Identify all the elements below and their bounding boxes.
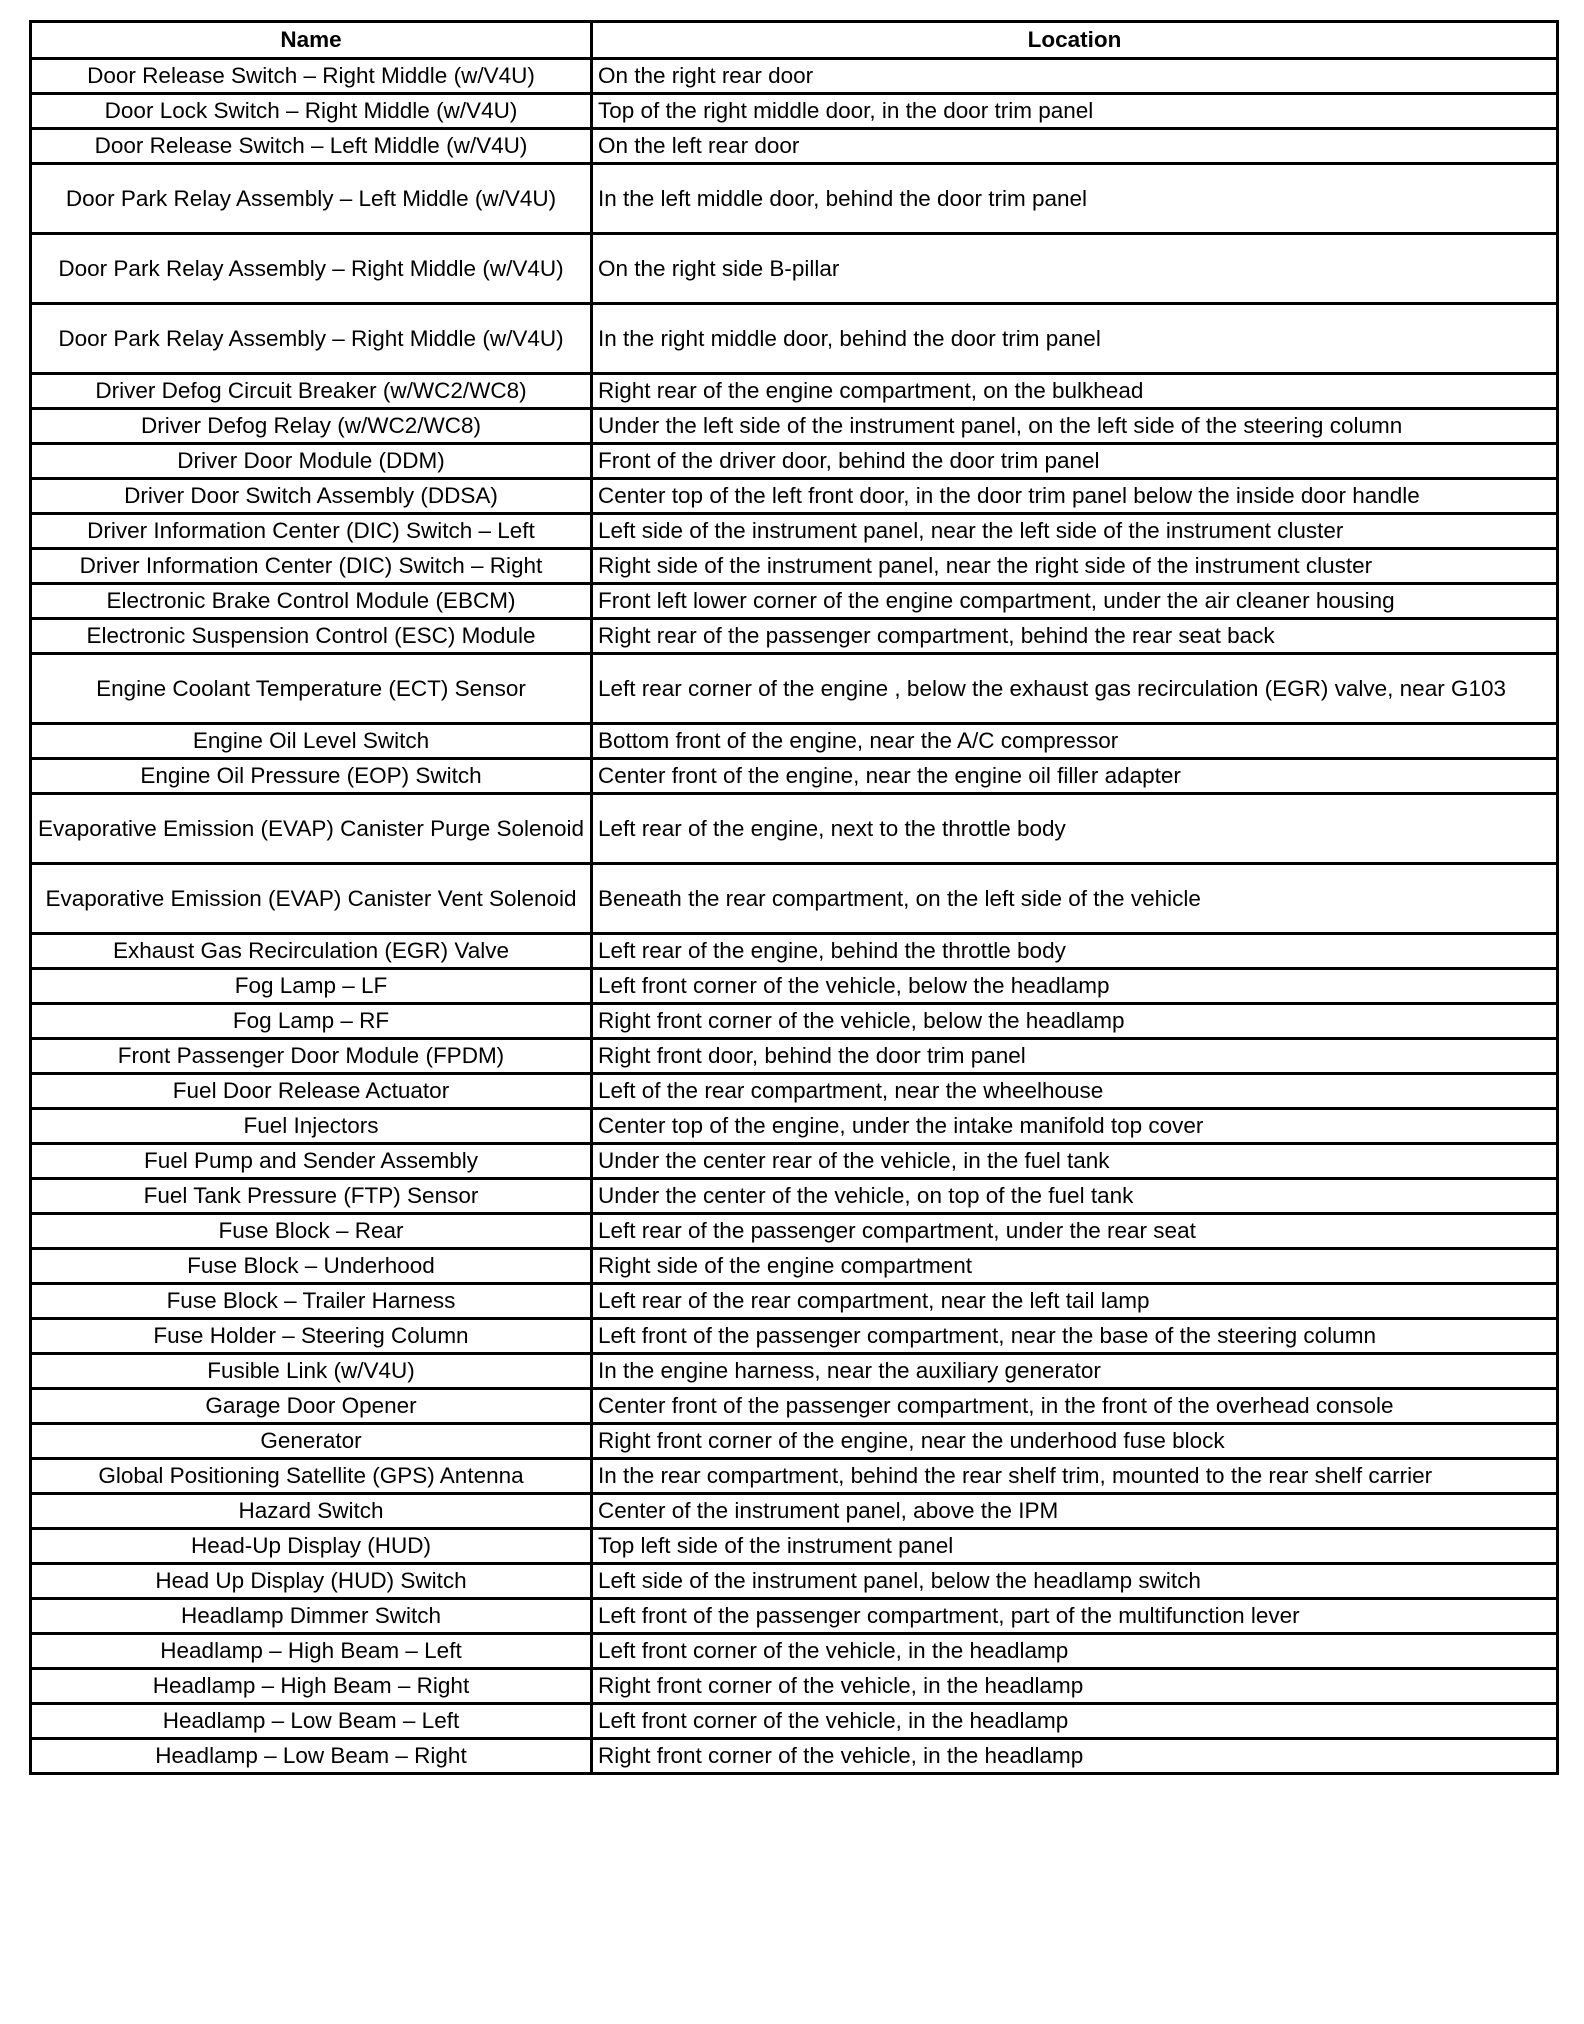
component-name-cell: Fuse Block – Trailer Harness — [31, 1284, 592, 1319]
table-row — [31, 1389, 1558, 1424]
component-name-cell: Fuel Tank Pressure (FTP) Sensor — [31, 1179, 592, 1214]
table-row — [31, 1004, 1558, 1039]
table-row — [31, 1039, 1558, 1074]
component-name-cell: Fuse Block – Underhood — [31, 1249, 592, 1284]
component-name-cell: Garage Door Opener — [31, 1389, 592, 1424]
table-row — [31, 304, 1558, 374]
table-row — [31, 1739, 1558, 1774]
component-location-cell: Left of the rear compartment, near the wheelhouse — [592, 1074, 1558, 1109]
table-row — [31, 1354, 1558, 1389]
component-location-cell: Center of the instrument panel, above the IPM — [592, 1494, 1558, 1529]
component-name-cell: Headlamp – High Beam – Left — [31, 1634, 592, 1669]
component-location-cell: Left front corner of the vehicle, below the headlamp — [592, 969, 1558, 1004]
component-location-cell: Front left lower corner of the engine compartment, under the air cleaner housing — [592, 584, 1558, 619]
component-name-cell: Headlamp – Low Beam – Left — [31, 1704, 592, 1739]
component-location-cell: Under the left side of the instrument panel, on the left side of the steering column — [592, 409, 1558, 444]
table-row — [31, 94, 1558, 129]
component-location-cell: Right front corner of the engine, near the underhood fuse block — [592, 1424, 1558, 1459]
component-name-cell: Fusible Link (w/V4U) — [31, 1354, 592, 1389]
column-header-name: Name — [31, 22, 592, 59]
component-location-cell: Left front of the passenger compartment, near the base of the steering column — [592, 1319, 1558, 1354]
component-name-cell: Door Park Relay Assembly – Left Middle (w/V4U) — [31, 164, 592, 234]
table-row — [31, 584, 1558, 619]
table-row — [31, 969, 1558, 1004]
component-location-cell: Right side of the instrument panel, near the right side of the instrument cluster — [592, 549, 1558, 584]
component-location-sheet — [29, 20, 1556, 1775]
table-row — [31, 1109, 1558, 1144]
component-location-cell: Left side of the instrument panel, below the headlamp switch — [592, 1564, 1558, 1599]
component-location-cell: In the left middle door, behind the door trim panel — [592, 164, 1558, 234]
component-location-cell: Under the center of the vehicle, on top of the fuel tank — [592, 1179, 1558, 1214]
component-name-cell: Driver Door Switch Assembly (DDSA) — [31, 479, 592, 514]
component-name-cell: Driver Defog Circuit Breaker (w/WC2/WC8) — [31, 374, 592, 409]
table-row — [31, 724, 1558, 759]
component-location-cell: Center top of the engine, under the intake manifold top cover — [592, 1109, 1558, 1144]
table-row — [31, 479, 1558, 514]
component-location-cell: Top left side of the instrument panel — [592, 1529, 1558, 1564]
component-location-cell: Right front corner of the vehicle, in the headlamp — [592, 1669, 1558, 1704]
component-location-cell: Right front door, behind the door trim panel — [592, 1039, 1558, 1074]
component-name-cell: Global Positioning Satellite (GPS) Antenna — [31, 1459, 592, 1494]
table-row — [31, 1424, 1558, 1459]
component-name-cell: Headlamp Dimmer Switch — [31, 1599, 592, 1634]
component-location-cell: In the engine harness, near the auxiliary generator — [592, 1354, 1558, 1389]
component-location-cell: Left rear corner of the engine , below the exhaust gas recirculation (EGR) valve, near G103 — [592, 654, 1558, 724]
component-name-cell: Generator — [31, 1424, 592, 1459]
table-row — [31, 164, 1558, 234]
component-location-cell: Left side of the instrument panel, near the left side of the instrument cluster — [592, 514, 1558, 549]
component-location-cell: Left front corner of the vehicle, in the headlamp — [592, 1704, 1558, 1739]
table-row — [31, 59, 1558, 94]
table-row — [31, 1634, 1558, 1669]
component-name-cell: Fog Lamp – LF — [31, 969, 592, 1004]
component-name-cell: Electronic Brake Control Module (EBCM) — [31, 584, 592, 619]
component-name-cell: Hazard Switch — [31, 1494, 592, 1529]
component-name-cell: Fuel Door Release Actuator — [31, 1074, 592, 1109]
component-location-cell: Center front of the engine, near the engine oil filler adapter — [592, 759, 1558, 794]
component-location-cell: Right front corner of the vehicle, below the headlamp — [592, 1004, 1558, 1039]
component-location-cell: On the right side B-pillar — [592, 234, 1558, 304]
component-location-cell: Under the center rear of the vehicle, in the fuel tank — [592, 1144, 1558, 1179]
table-row — [31, 654, 1558, 724]
component-name-cell: Headlamp – High Beam – Right — [31, 1669, 592, 1704]
component-location-cell: Center top of the left front door, in the door trim panel below the inside door handle — [592, 479, 1558, 514]
table-header-row — [31, 22, 1558, 59]
component-name-cell: Door Lock Switch – Right Middle (w/V4U) — [31, 94, 592, 129]
table-row — [31, 129, 1558, 164]
component-location-cell: Right rear of the engine compartment, on the bulkhead — [592, 374, 1558, 409]
component-location-cell: Front of the driver door, behind the door trim panel — [592, 444, 1558, 479]
table-row — [31, 514, 1558, 549]
component-name-cell: Door Release Switch – Left Middle (w/V4U) — [31, 129, 592, 164]
table-row — [31, 619, 1558, 654]
component-name-cell: Driver Information Center (DIC) Switch – Left — [31, 514, 592, 549]
component-name-cell: Driver Information Center (DIC) Switch – Right — [31, 549, 592, 584]
component-location-cell: Left rear of the engine, behind the throttle body — [592, 934, 1558, 969]
component-location-cell: On the right rear door — [592, 59, 1558, 94]
table-row — [31, 794, 1558, 864]
component-name-cell: Fog Lamp – RF — [31, 1004, 592, 1039]
table-row — [31, 234, 1558, 304]
table-row — [31, 759, 1558, 794]
component-location-cell: Left front corner of the vehicle, in the headlamp — [592, 1634, 1558, 1669]
component-location-cell: Left front of the passenger compartment, part of the multifunction lever — [592, 1599, 1558, 1634]
component-name-cell: Engine Oil Pressure (EOP) Switch — [31, 759, 592, 794]
table-row — [31, 1284, 1558, 1319]
component-location-cell: Left rear of the engine, next to the throttle body — [592, 794, 1558, 864]
component-name-cell: Driver Defog Relay (w/WC2/WC8) — [31, 409, 592, 444]
component-name-cell: Electronic Suspension Control (ESC) Module — [31, 619, 592, 654]
component-location-cell: Left rear of the rear compartment, near the left tail lamp — [592, 1284, 1558, 1319]
component-name-cell: Head Up Display (HUD) Switch — [31, 1564, 592, 1599]
component-name-cell: Head-Up Display (HUD) — [31, 1529, 592, 1564]
table-row — [31, 1669, 1558, 1704]
table-row — [31, 1179, 1558, 1214]
table-row — [31, 1529, 1558, 1564]
component-location-cell: Beneath the rear compartment, on the left side of the vehicle — [592, 864, 1558, 934]
component-location-table — [29, 20, 1559, 1775]
component-name-cell: Door Park Relay Assembly – Right Middle (w/V4U) — [31, 234, 592, 304]
component-name-cell: Fuse Holder – Steering Column — [31, 1319, 592, 1354]
table-row — [31, 1214, 1558, 1249]
component-name-cell: Exhaust Gas Recirculation (EGR) Valve — [31, 934, 592, 969]
component-name-cell: Door Park Relay Assembly – Right Middle (w/V4U) — [31, 304, 592, 374]
table-row — [31, 1074, 1558, 1109]
component-location-cell: In the right middle door, behind the door trim panel — [592, 304, 1558, 374]
component-location-cell: Right front corner of the vehicle, in the headlamp — [592, 1739, 1558, 1774]
component-location-cell: Left rear of the passenger compartment, under the rear seat — [592, 1214, 1558, 1249]
component-location-cell: On the left rear door — [592, 129, 1558, 164]
component-name-cell: Engine Coolant Temperature (ECT) Sensor — [31, 654, 592, 724]
table-row — [31, 1704, 1558, 1739]
table-row — [31, 1494, 1558, 1529]
table-row — [31, 1459, 1558, 1494]
table-body — [31, 59, 1558, 1774]
component-location-cell: Top of the right middle door, in the door trim panel — [592, 94, 1558, 129]
table-row — [31, 444, 1558, 479]
component-name-cell: Driver Door Module (DDM) — [31, 444, 592, 479]
component-name-cell: Door Release Switch – Right Middle (w/V4U) — [31, 59, 592, 94]
component-name-cell: Evaporative Emission (EVAP) Canister Purge Solenoid — [31, 794, 592, 864]
table-row — [31, 934, 1558, 969]
column-header-location: Location — [592, 22, 1558, 59]
component-name-cell: Engine Oil Level Switch — [31, 724, 592, 759]
component-location-cell: Right rear of the passenger compartment, behind the rear seat back — [592, 619, 1558, 654]
component-name-cell: Evaporative Emission (EVAP) Canister Vent Solenoid — [31, 864, 592, 934]
table-row — [31, 1564, 1558, 1599]
component-location-cell: Center front of the passenger compartment, in the front of the overhead console — [592, 1389, 1558, 1424]
table-row — [31, 1144, 1558, 1179]
component-name-cell: Headlamp – Low Beam – Right — [31, 1739, 592, 1774]
component-location-cell: In the rear compartment, behind the rear shelf trim, mounted to the rear shelf carrier — [592, 1459, 1558, 1494]
table-row — [31, 1319, 1558, 1354]
component-name-cell: Fuel Pump and Sender Assembly — [31, 1144, 592, 1179]
table-row — [31, 1249, 1558, 1284]
table-row — [31, 409, 1558, 444]
table-row — [31, 1599, 1558, 1634]
table-row — [31, 864, 1558, 934]
component-name-cell: Fuel Injectors — [31, 1109, 592, 1144]
table-row — [31, 549, 1558, 584]
table-row — [31, 374, 1558, 409]
component-location-cell: Bottom front of the engine, near the A/C compressor — [592, 724, 1558, 759]
component-name-cell: Front Passenger Door Module (FPDM) — [31, 1039, 592, 1074]
component-location-cell: Right side of the engine compartment — [592, 1249, 1558, 1284]
component-name-cell: Fuse Block – Rear — [31, 1214, 592, 1249]
